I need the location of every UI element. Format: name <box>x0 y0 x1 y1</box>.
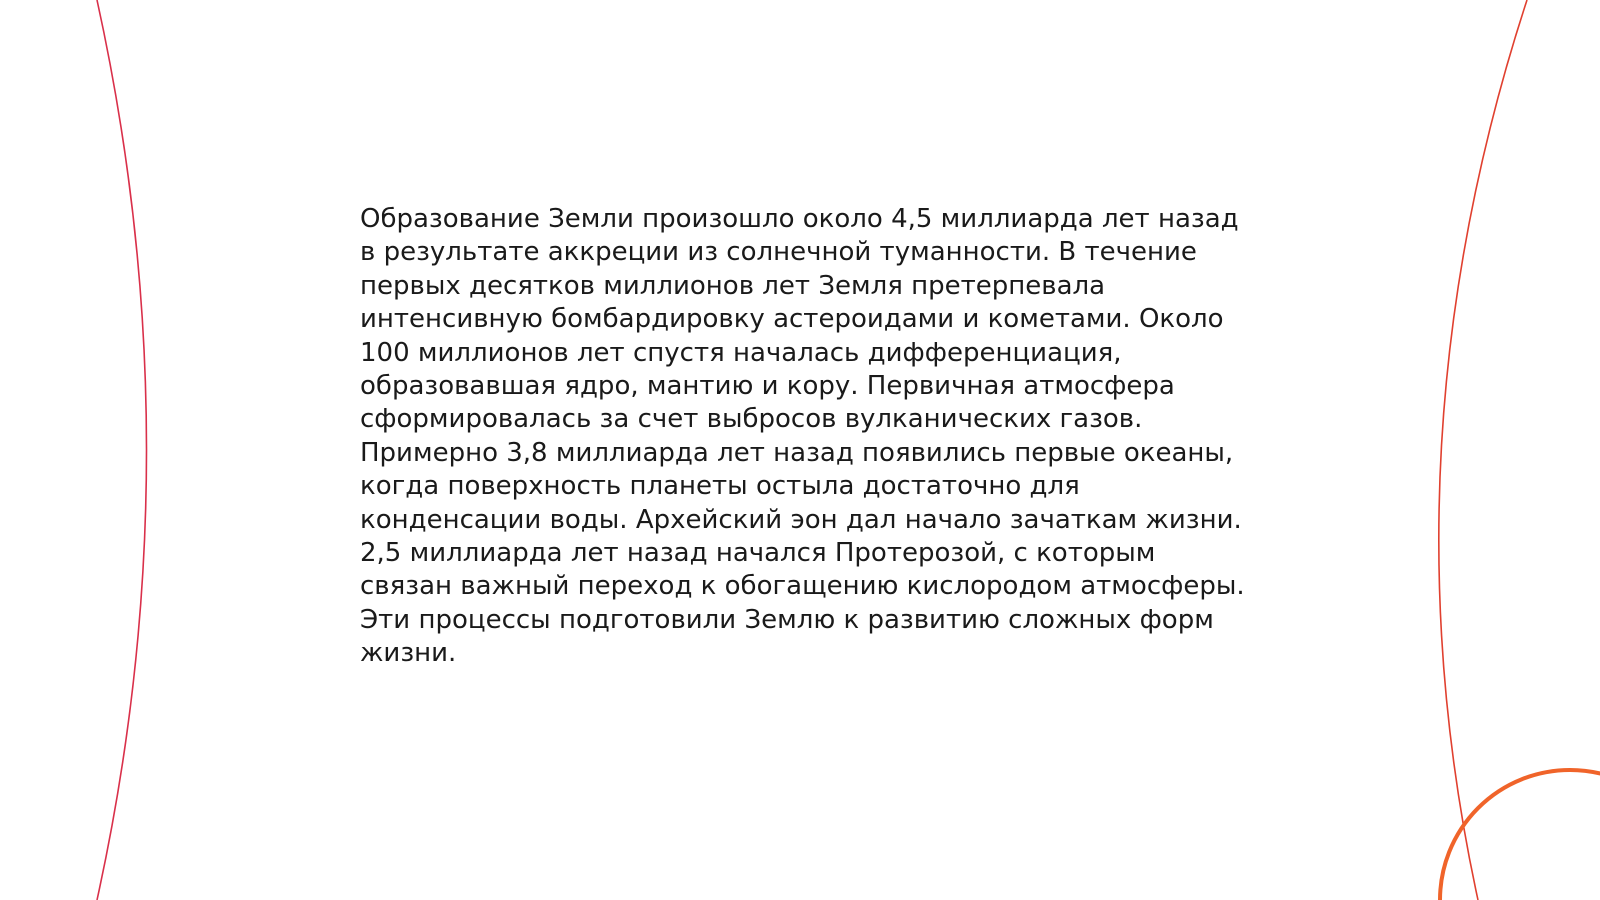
paragraph-line: сформировалась за счет выбросов вулканических газов. <box>360 404 1143 435</box>
orange-circle-arc <box>1440 770 1600 900</box>
right-arc-line <box>1439 0 1527 900</box>
paragraph-line: образовавшая ядро, мантию и кору. Первичная атмосфера <box>360 371 1175 402</box>
paragraph-line: Примерно 3,8 миллиарда лет назад появились первые океаны, <box>360 437 1234 468</box>
paragraph-line: в результате аккреции из солнечной туманности. В течение <box>360 237 1197 268</box>
paragraph-line: жизни. <box>360 638 457 669</box>
paragraph-line: Образование Земли произошло около 4,5 миллиарда лет назад <box>360 204 1239 234</box>
paragraph-line: Эти процессы подготовили Землю к развитию сложных форм <box>360 604 1214 635</box>
left-arc-line <box>97 0 147 900</box>
paragraph-line: конденсации воды. Архейский эон дал начало зачаткам жизни. <box>360 504 1242 535</box>
paragraph-line: интенсивную бомбардировку астероидами и кометами. Около <box>360 304 1224 335</box>
paragraph-line: связан важный переход к обогащению кислородом атмосферы. <box>360 571 1245 602</box>
paragraph-line: первых десятков миллионов лет Земля претерпевала <box>360 270 1106 301</box>
main-paragraph <box>360 203 1260 671</box>
paragraph-line: 2,5 миллиарда лет назад начался Протерозой, с которым <box>360 538 1156 569</box>
paragraph-line: 100 миллионов лет спустя началась дифференциация, <box>360 337 1122 368</box>
paragraph-line: когда поверхность планеты остыла достаточно для <box>360 471 1080 502</box>
